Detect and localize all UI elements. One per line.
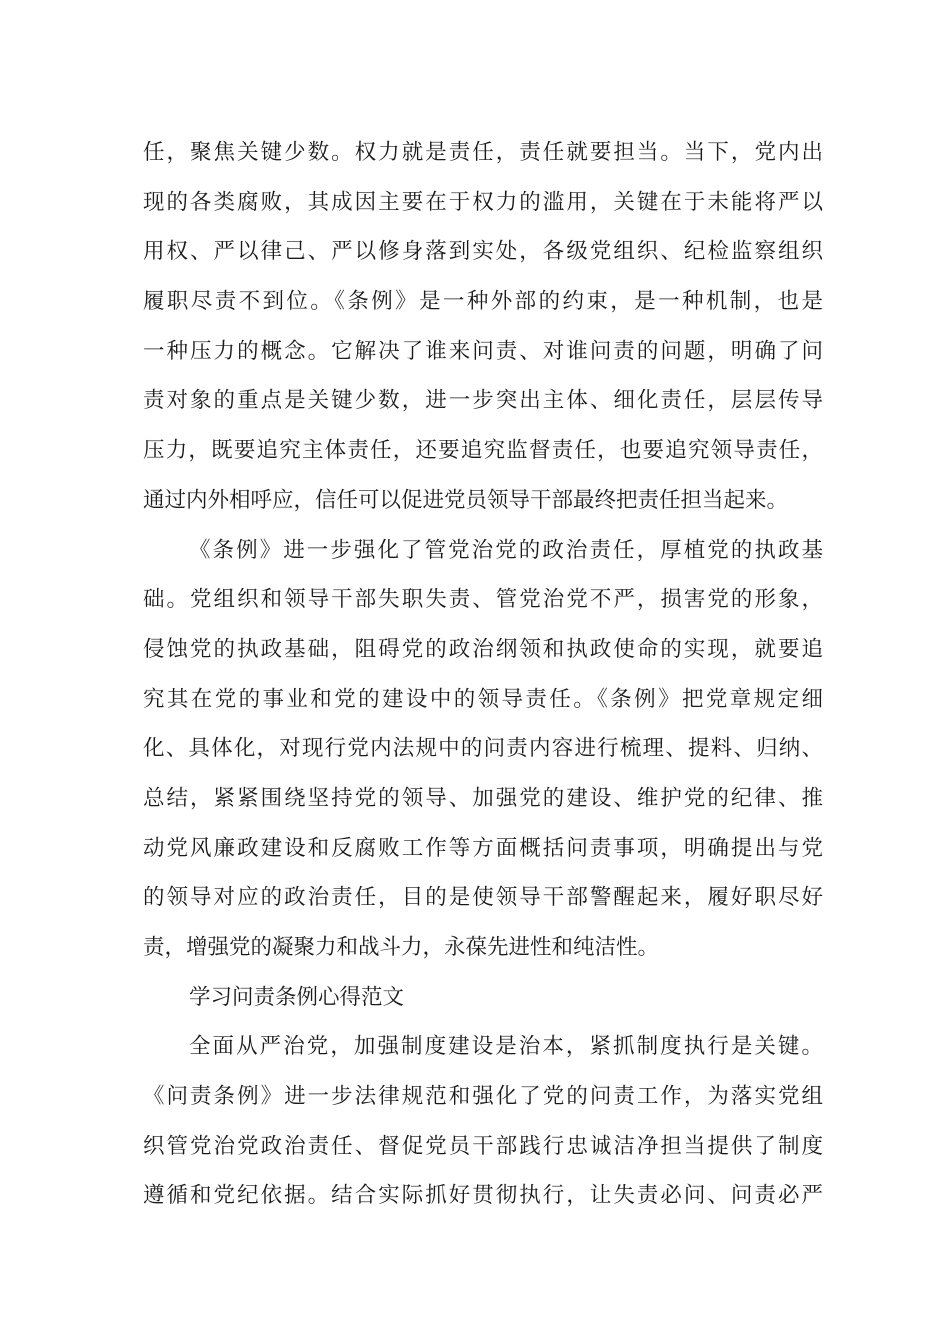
paragraph-4-line-1: 全面从严治党，加强制度建设是治本，紧抓制度执行是关键。 xyxy=(189,1034,823,1060)
paragraph-4-line-4: 遵循和党纪依据。结合实际抓好贯彻执行，让失责必问、问责必严 xyxy=(143,1183,823,1209)
paragraph-2-line-7: 动党风廉政建设和反腐败工作等方面概括问责事项，明确提出与党 xyxy=(143,835,823,861)
paragraph-1-line-7: 压力，既要追究主体责任，还要追究监督责任，也要追究领导责任， xyxy=(143,438,823,464)
paragraph-2-line-4: 究其在党的事业和党的建设中的领导责任。《条例》把党章规定细 xyxy=(143,686,823,712)
paragraph-2-line-9: 责，增强党的凝聚力和战斗力，永葆先进性和纯洁性。 xyxy=(143,935,660,960)
paragraph-1-line-4: 履职尽责不到位。《条例》是一种外部的约束，是一种机制，也是 xyxy=(143,289,823,315)
paragraph-1-line-8: 通过内外相呼应，信任可以促进党员领导干部最终把责任担当起来。 xyxy=(143,487,789,513)
paragraph-2-line-2: 础。党组织和领导干部失职失责、管党治党不严，损害党的形象， xyxy=(143,587,823,613)
paragraph-1-line-1: 任，聚焦关键少数。权力就是责任，责任就要担当。当下，党内出 xyxy=(143,140,823,165)
paragraph-2-line-6: 总结，紧紧围绕坚持党的领导、加强党的建设、维护党的纪律、推 xyxy=(143,785,823,811)
paragraph-1-line-6: 责对象的重点是关键少数，进一步突出主体、细化责任，层层传导 xyxy=(143,388,823,414)
paragraph-1-line-5: 一种压力的概念。它解决了谁来问责、对谁问责的问题，明确了问 xyxy=(143,338,823,364)
document-body xyxy=(143,128,823,1221)
paragraph-1-line-3: 用权、严以律己、严以修身落到实处，各级党组织、纪检监察组织 xyxy=(143,239,823,265)
paragraph-2-line-3: 侵蚀党的执政基础，阻碍党的政治纲领和执政使命的实现，就要追 xyxy=(143,636,823,662)
paragraph-4-line-2: 《问责条例》进一步法律规范和强化了党的问责工作，为落实党组 xyxy=(143,1084,823,1110)
paragraph-1-line-2: 现的各类腐败，其成因主要在于权力的滥用，关键在于未能将严以 xyxy=(143,189,823,215)
paragraph-2-line-1: 《条例》进一步强化了管党治党的政治责任，厚植党的执政基 xyxy=(189,537,823,563)
section-heading: 学习问责条例心得范文 xyxy=(189,984,405,1010)
paragraph-4-line-3: 织管党治党政治责任、督促党员干部践行忠诚洁净担当提供了制度 xyxy=(143,1133,823,1159)
paragraph-2-line-5: 化、具体化，对现行党内法规中的问责内容进行梳理、提料、归纳、 xyxy=(143,736,823,762)
paragraph-2-line-8: 的领导对应的政治责任，目的是使领导干部警醒起来，履好职尽好 xyxy=(143,885,823,911)
